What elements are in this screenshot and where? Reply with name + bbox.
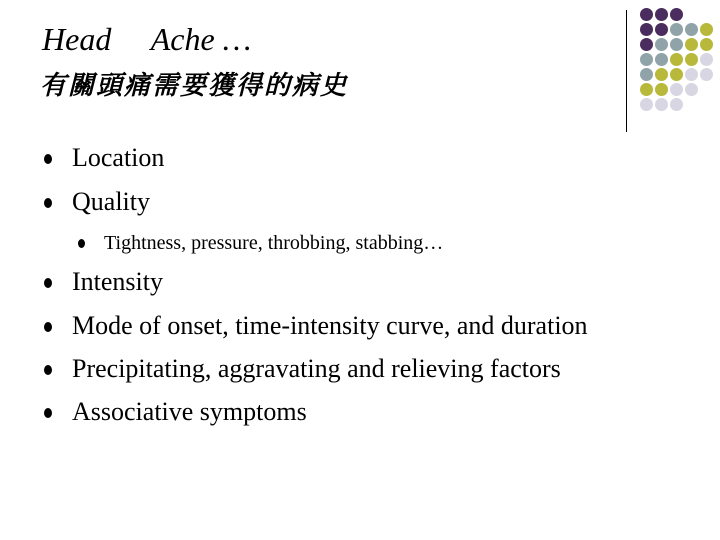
decorative-dot — [640, 38, 653, 51]
bullet-icon — [44, 198, 52, 208]
bullet-item — [72, 145, 164, 171]
decorative-dot — [640, 83, 653, 96]
decorative-dot — [655, 38, 668, 51]
bullet-item — [72, 313, 588, 339]
decorative-dot — [700, 38, 713, 51]
bullet-icon — [44, 408, 52, 418]
decorative-dot — [685, 83, 698, 96]
bullet-icon — [44, 154, 52, 164]
decorative-dot — [655, 83, 668, 96]
decorative-dot — [670, 98, 683, 111]
decorative-dot — [655, 98, 668, 111]
decorative-dot — [640, 68, 653, 81]
bullet-icon — [44, 278, 52, 288]
decorative-dot — [670, 38, 683, 51]
bullet-text: Location — [72, 143, 165, 172]
bullet-icon — [44, 365, 52, 375]
sub-bullet-item — [104, 233, 443, 253]
decorative-dot — [685, 53, 698, 66]
bullet-icon — [78, 239, 85, 248]
decorative-dot — [700, 23, 713, 36]
decorative-dot — [685, 38, 698, 51]
bullet-text: Intensity — [72, 267, 163, 296]
decorative-dot — [640, 98, 653, 111]
decorative-dot — [700, 68, 713, 81]
slide-subtitle: 有關頭痛需要獲得的病史 — [40, 71, 349, 100]
bullet-icon — [44, 322, 52, 332]
bullet-item — [72, 269, 163, 295]
decorative-dot — [655, 8, 668, 21]
decorative-dot — [670, 53, 683, 66]
slide-title: Head Ache … — [42, 21, 252, 57]
vertical-divider — [626, 10, 627, 132]
decorative-dot-grid — [640, 8, 718, 116]
decorative-dot — [670, 8, 683, 21]
decorative-dot — [685, 23, 698, 36]
bullet-item — [72, 189, 150, 215]
decorative-dot — [640, 23, 653, 36]
bullet-text: Mode of onset, time-intensity curve, and duration — [72, 311, 588, 340]
bullet-text: Tightness, pressure, throbbing, stabbing… — [104, 232, 444, 254]
decorative-dot — [700, 53, 713, 66]
decorative-dot — [640, 53, 653, 66]
decorative-dot — [640, 8, 653, 21]
bullet-text: Quality — [72, 187, 150, 216]
bullet-text: Associative symptoms — [72, 397, 307, 426]
decorative-dot — [655, 53, 668, 66]
decorative-dot — [655, 68, 668, 81]
decorative-dot — [670, 68, 683, 81]
bullet-item — [72, 356, 561, 382]
decorative-dot — [670, 83, 683, 96]
bullet-item — [72, 399, 307, 425]
bullet-text: Precipitating, aggravating and relieving factors — [72, 354, 561, 383]
decorative-dot — [670, 23, 683, 36]
decorative-dot — [685, 68, 698, 81]
decorative-dot — [655, 23, 668, 36]
